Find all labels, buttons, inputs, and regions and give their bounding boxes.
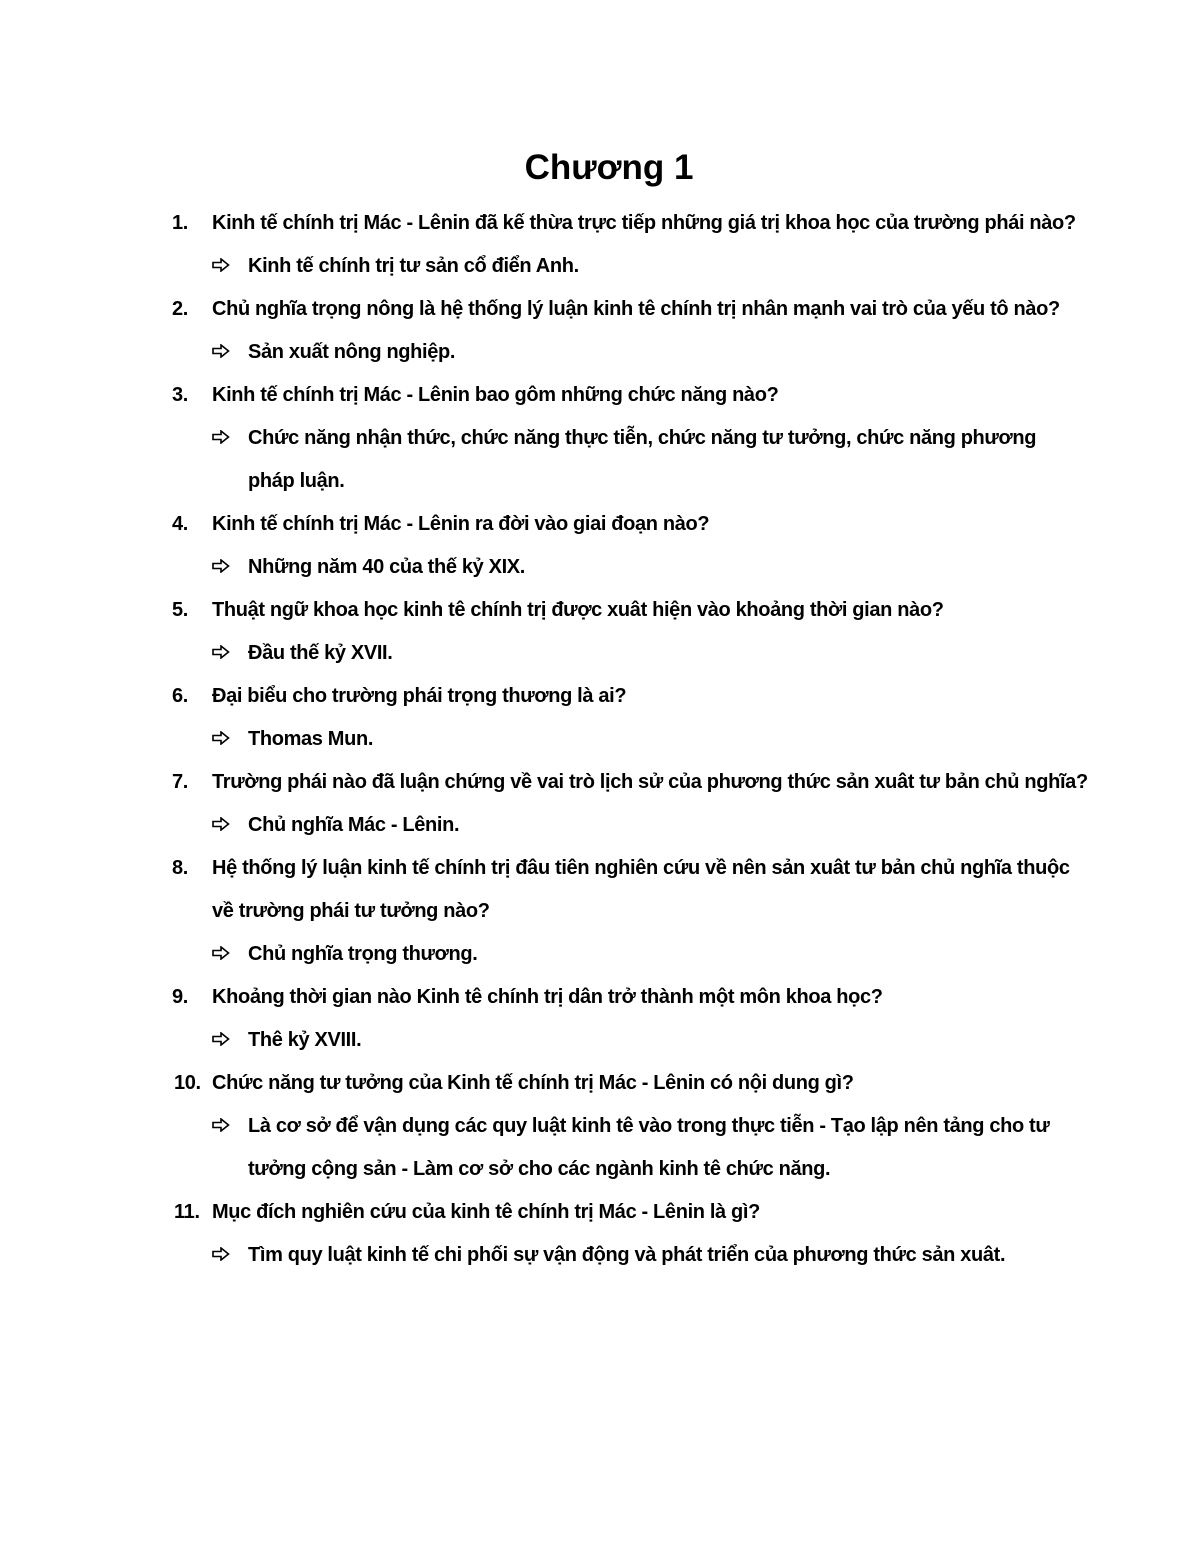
list-item [0, 202, 1200, 288]
arrow-right-icon [212, 1247, 230, 1261]
arrow-right-icon [212, 258, 230, 272]
question [172, 503, 1092, 546]
answer [248, 417, 1078, 503]
question-text: Chức năng tư tưởng của Kinh tế chính trị Mác - Lênin có nội dung gì? [212, 1072, 854, 1094]
list-item [0, 847, 1200, 976]
answer [248, 331, 1078, 374]
question [172, 976, 1092, 1019]
answer-text: Chủ nghĩa trọng thương. [248, 943, 478, 965]
arrow-right-icon [212, 559, 230, 573]
question-number: 7. [172, 771, 188, 793]
question-number: 6. [172, 685, 188, 707]
question [172, 288, 1092, 331]
list-item [0, 374, 1200, 503]
question-number: 11. [174, 1201, 200, 1223]
arrow-right-icon [212, 731, 230, 745]
answer-text: Chủ nghĩa Mác - Lênin. [248, 814, 460, 836]
list-item [0, 675, 1200, 761]
arrow-right-icon [212, 344, 230, 358]
answer [248, 546, 1078, 589]
answer-text: Chức năng nhận thức, chức năng thực tiễn, chức năng tư tưởng, chức năng phương pháp luận. [248, 427, 1037, 492]
list-item [0, 976, 1200, 1062]
question-number: 3. [172, 384, 188, 406]
answer [248, 804, 1078, 847]
question-list [0, 202, 1200, 1277]
answer [248, 718, 1078, 761]
question-number: 9. [172, 986, 188, 1008]
question [172, 589, 1092, 632]
answer-text: Là cơ sở để vận dụng các quy luật kinh tê vào trong thực tiễn - Tạo lập nên tảng cho tư tưởng cộng sản - Làm cơ sở cho các ngành kinh tê chức năng. [248, 1115, 1050, 1180]
question-text: Trường phái nào đã luận chứng về vai trò lịch sử của phương thức sản xuât tư bản chủ nghĩa? [212, 771, 1088, 793]
question-text: Chủ nghĩa trọng nông là hệ thống lý luận kinh tê chính trị nhân mạnh vai trò của yếu tô nào? [212, 298, 1060, 320]
question-text: Mục đích nghiên cứu của kinh tê chính trị Mác - Lênin là gì? [212, 1201, 760, 1223]
answer-text: Tìm quy luật kinh tế chi phối sự vận động và phát triển của phương thức sản xuât. [248, 1244, 1006, 1266]
answer-text: Thomas Mun. [248, 728, 374, 750]
answer [248, 1019, 1078, 1062]
answer [248, 933, 1078, 976]
list-item [0, 589, 1200, 675]
question [174, 1062, 1092, 1105]
question-number: 10. [174, 1072, 201, 1094]
answer [248, 1234, 1078, 1277]
question-text: Đại biểu cho trường phái trọng thương là ai? [212, 685, 627, 707]
question-text: Kinh tế chính trị Mác - Lênin đã kế thừa trực tiếp những giá trị khoa học của trường phái nào? [212, 212, 1076, 234]
question [172, 761, 1092, 804]
answer-text: Sản xuất nông nghiệp. [248, 341, 456, 363]
arrow-right-icon [212, 1032, 230, 1046]
question-number: 4. [172, 513, 188, 535]
list-item [0, 1062, 1200, 1191]
arrow-right-icon [212, 645, 230, 659]
answer-text: Những năm 40 của thế kỷ XIX. [248, 556, 525, 578]
question [174, 1191, 1092, 1234]
arrow-right-icon [212, 430, 230, 444]
question-text: Thuật ngữ khoa học kinh tê chính trị được xuât hiện vào khoảng thời gian nào? [212, 599, 944, 621]
arrow-right-icon [212, 817, 230, 831]
answer-text: Thê kỷ XVIII. [248, 1029, 362, 1051]
question-number: 2. [172, 298, 188, 320]
list-item [0, 1191, 1200, 1277]
arrow-right-icon [212, 946, 230, 960]
answer [248, 1105, 1078, 1191]
chapter-title: Chương 1 [524, 148, 694, 187]
question-number: 5. [172, 599, 188, 621]
question [172, 202, 1092, 245]
question-number: 1. [172, 212, 188, 234]
question-text: Khoảng thời gian nào Kinh tê chính trị dân trở thành một môn khoa học? [212, 986, 883, 1008]
answer [248, 632, 1078, 675]
list-item [0, 503, 1200, 589]
list-item [0, 761, 1200, 847]
question [172, 847, 1092, 933]
question-number: 8. [172, 857, 188, 879]
list-item [0, 288, 1200, 374]
question-text: Kinh tế chính trị Mác - Lênin ra đời vào giai đoạn nào? [212, 513, 710, 535]
answer-text: Đầu thế kỷ XVII. [248, 642, 393, 664]
question-text: Kinh tế chính trị Mác - Lênin bao gôm những chức năng nào? [212, 384, 779, 406]
question-text: Hệ thống lý luận kinh tế chính trị đâu tiên nghiên cứu về nên sản xuât tư bản chủ nghĩa thuộc về trường phái tư tưởng nào? [212, 857, 1070, 922]
answer [248, 245, 1078, 288]
answer-text: Kinh tế chính trị tư sản cổ điển Anh. [248, 255, 579, 277]
question [172, 675, 1092, 718]
arrow-right-icon [212, 1118, 230, 1132]
question [172, 374, 1092, 417]
